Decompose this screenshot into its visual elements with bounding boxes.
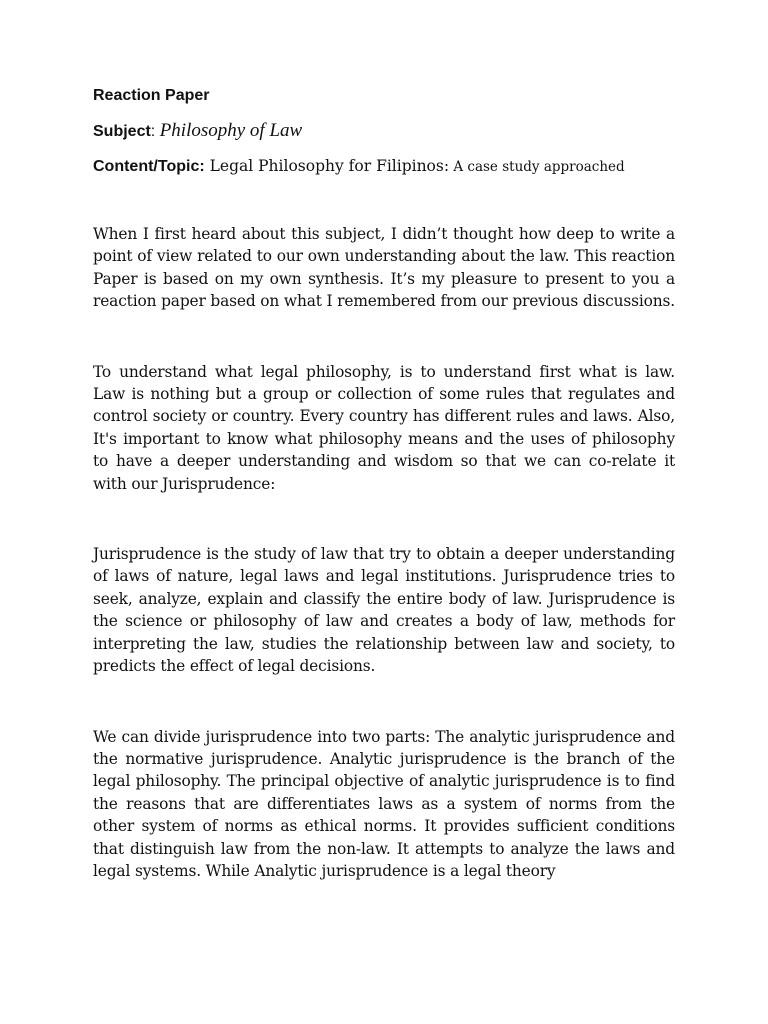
topic-main: Legal Philosophy for Filipinos:	[204, 157, 450, 175]
document-page	[93, 84, 675, 882]
topic-label: Content/Topic:	[93, 158, 205, 175]
paragraph-2: To understand what legal philosophy, is to understand first what is law. Law is nothing but a group or collection of some rules that regulates and control society or country. Every country has different rules and laws. Also, It's important to know what philosophy means and the uses of philosophy to have a deeper understanding and wisdom so that we can co-relate it with our Jurisprudence:	[93, 362, 675, 493]
paragraph-3: Jurisprudence is the study of law that try to obtain a deeper understanding of laws of nature, legal laws and legal institutions. Jurisprudence tries to seek, analyze, explain and classify the entire body of law. Jurisprudence is the science or philosophy of law and creates a body of law, methods for interpreting the law, studies the relationship between law and society, to predicts the effect of legal decisions.	[93, 545, 675, 676]
subject-separator: :	[150, 123, 160, 140]
subject-line	[93, 119, 675, 144]
paragraph-4: We can divide jurisprudence into two parts: The analytic jurisprudence and the normative jurisprudence. Analytic jurisprudence is the branch of the legal philosophy. The principal objective of analytic jurisprudence is to find the reasons that are differentiates laws as a system of norms from the other system of norms as ethical norms. It provides sufficient conditions that distinguish law from the non-law. It attempts to analyze the laws and legal systems. While Analytic jurisprudence is a legal theory	[93, 727, 675, 880]
paragraph-1: When I first heard about this subject, I didn’t thought how deep to write a point of view related to our own understanding about the law. This reaction Paper is based on my own synthesis. It’s my pleasure to present to you a reaction paper based on what I remembered from our previous discussions.	[93, 225, 675, 311]
topic-sub: A case study approached	[449, 159, 625, 175]
subject-label: Subject	[93, 123, 151, 140]
subject-value: Philosophy of Law	[159, 120, 303, 141]
document-title: Reaction Paper	[93, 87, 210, 104]
topic-line	[93, 154, 675, 179]
